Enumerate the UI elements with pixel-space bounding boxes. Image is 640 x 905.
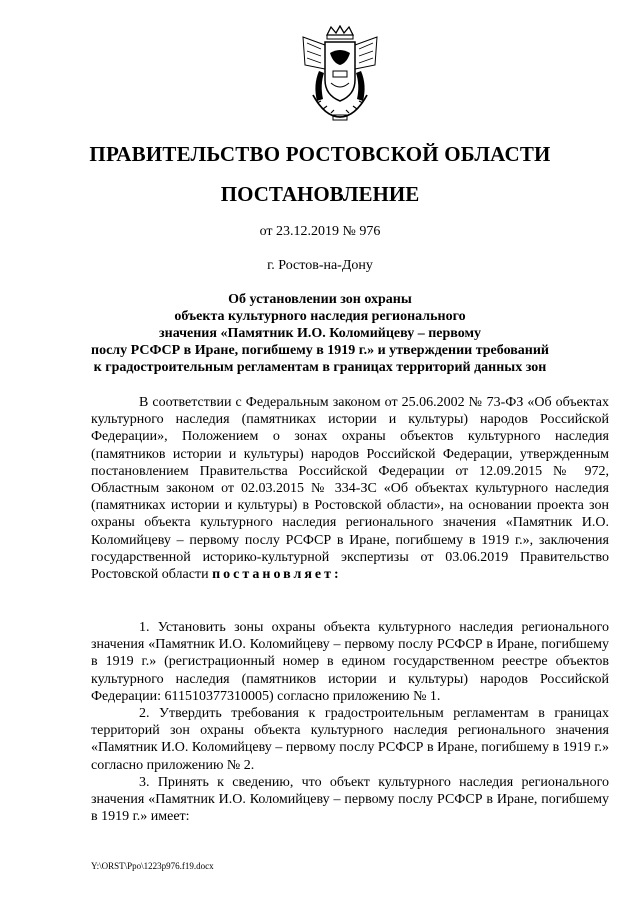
preamble-block — [91, 394, 609, 583]
title-line: объекта культурного наследия регионального — [174, 309, 466, 324]
document-title — [60, 291, 580, 376]
preamble-text: В соответствии с Федеральным законом от 25.06.2002 № 73-ФЗ «Об объектах культурного наследия (памятниках истории и культуры) народов Российской Федерации», Положением о зонах охраны объектов культурного наследия (памятников истории и культуры) народов Российской Федерации, утвержденным постановлением Правительства Российской Федерации от 12.09.2015 № 972, Областным законом от 02.03.2015 № 334-ЗС «Об объектах культурного наследия (памятниках истории и культуры) в Ростовской области», на основании проекта зон охраны объекта культурного наследия регионального значения «Памятник И.О. Коломийцеву – первому послу РСФСР в Иране, погибшему в 1919 г.», заключения государственной историко-культурной экспертизы от 03.06.2019 Правительство Ростовской области — [91, 395, 609, 583]
decree-item: 1. Установить зоны охраны объекта культурного наследия регионального значения «Памятник И.О. Коломийцеву – первому послу РСФСР в Иране, погибшему в 1919 г.» (регистрационный номер в едином государственном реестре объектов культурного наследия (памятников истории и культуры) народов Российской Федерации: 611510377310005) согласно приложению № 1. — [91, 620, 609, 704]
coat-of-arms-emblem — [295, 25, 385, 125]
document-type: ПОСТАНОВЛЕНИЕ — [220, 182, 420, 206]
organization-name: ПРАВИТЕЛЬСТВО РОСТОВСКОЙ ОБЛАСТИ — [89, 142, 551, 166]
decree-word: постановляет: — [212, 567, 342, 583]
file-path-footer: Y:\ORST\Ppo\1223p976.f19.docx — [91, 861, 214, 871]
title-line: послу РСФСР в Иране, погибшему в 1919 г.» и утверждении требований — [91, 343, 549, 358]
title-line: Об установлении зон охраны — [228, 292, 412, 307]
preamble-paragraph — [91, 394, 609, 583]
title-line: к градостроительным регламентам в границах территорий данных зон — [93, 360, 547, 375]
document-city: г. Ростов-на-Дону — [267, 258, 373, 273]
decree-item: 3. Принять к сведению, что объект культурного наследия регионального значения «Памятник И.О. Коломийцеву – первому послу РСФСР в Иране, погибшему в 1919 г.» имеет: — [91, 774, 609, 825]
decree-items — [91, 619, 609, 825]
title-line: значения «Памятник И.О. Коломийцеву – первому — [159, 326, 481, 341]
document-date-number: от 23.12.2019 № 976 — [259, 224, 381, 239]
decree-item: 2. Утвердить требования к градостроительным регламентам в границах территорий зон охраны объекта культурного наследия регионального значения «Памятник И.О. Коломийцеву – первому послу РСФСР в Иране, погибшему в 1919 г.» согласно приложению № 2. — [91, 706, 609, 773]
